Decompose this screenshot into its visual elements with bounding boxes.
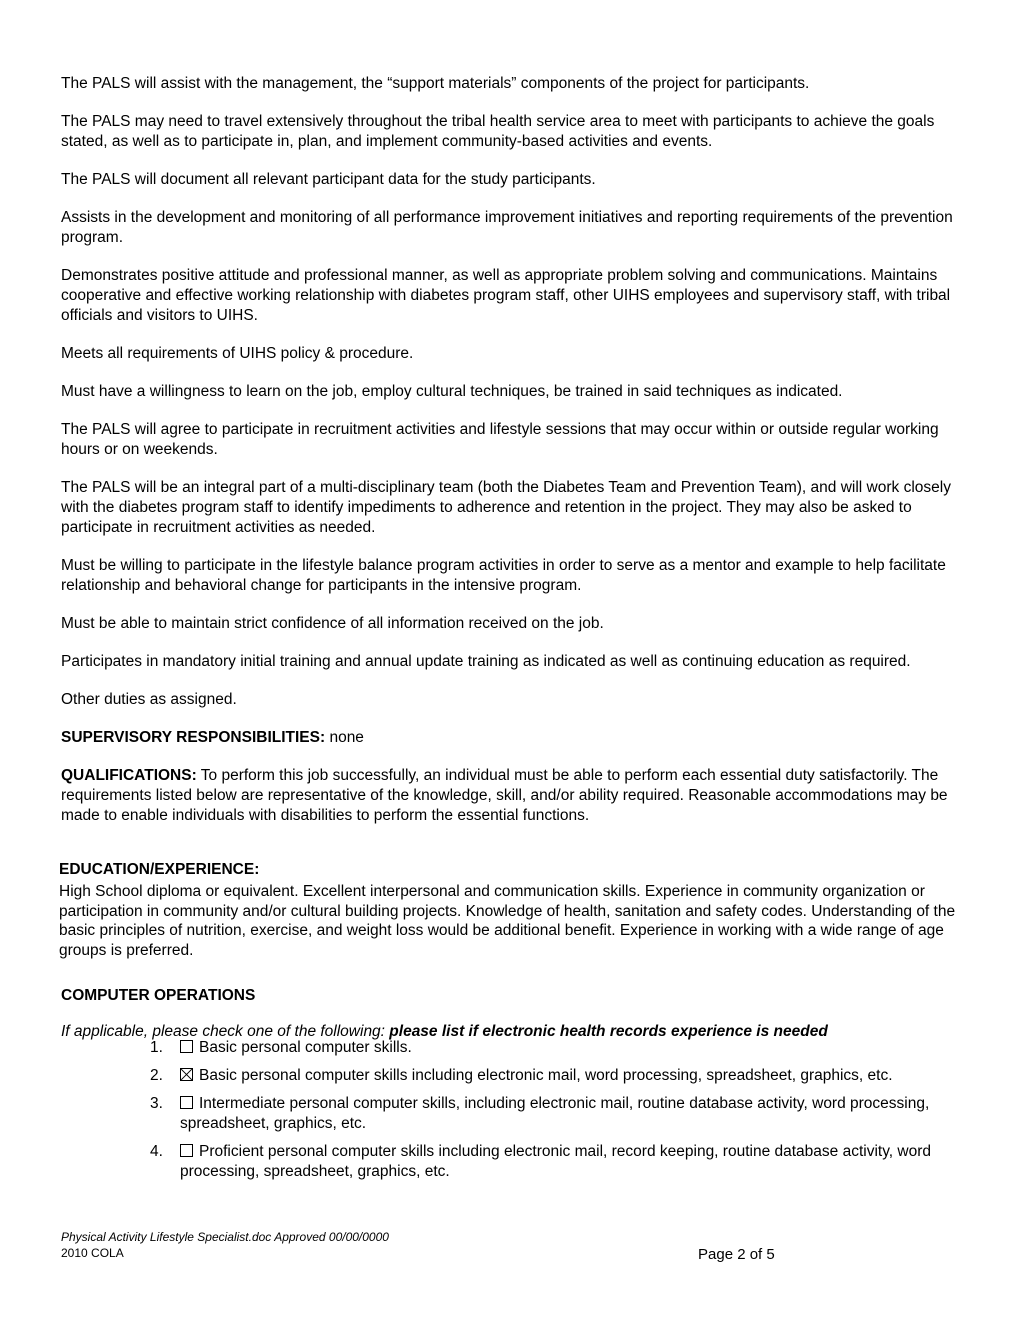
qualifications-text: To perform this job successfully, an individual must be able to perform each essential duty satisfactorily. The requirements listed below are representative of the knowledge, skill, and/or ability required. Reasonable accommodations may be made to enable individuals with disabilities to perform the essential functions.	[61, 767, 948, 824]
computer-instruction-text: If applicable, please check one of the following:	[61, 1023, 390, 1040]
option-number: 4.	[150, 1143, 163, 1160]
option-text: Intermediate personal computer skills, including electronic mail, routine database activity, word processing, spreadsheet, graphics, etc.	[180, 1095, 930, 1132]
duty-paragraph: The PALS may need to travel extensively throughout the tribal health service area to meet with participants to achieve the goals stated, as well as to participate in, plan, and implement community-based activities and events.	[61, 113, 935, 150]
supervisory-value: none	[325, 729, 364, 746]
duty-paragraph: Other duties as assigned.	[61, 691, 237, 708]
qualifications-section	[61, 766, 976, 826]
supervisory-section	[61, 728, 976, 748]
page-number: Page 2 of 5	[698, 1246, 775, 1263]
computer-skill-options	[61, 1038, 976, 1182]
computer-option-3	[61, 1094, 976, 1134]
option-text: Proficient personal computer skills including electronic mail, record keeping, routine database activity, word processing, spreadsheet, graphics, etc.	[180, 1143, 932, 1180]
option-text: Basic personal computer skills including electronic mail, word processing, spreadsheet, graphics, etc.	[199, 1067, 893, 1084]
duty-paragraph: The PALS will document all relevant participant data for the study participants.	[61, 171, 596, 188]
footer-document-name: Physical Activity Lifestyle Specialist.doc Approved 00/00/0000	[61, 1230, 389, 1244]
education-heading: EDUCATION/EXPERIENCE:	[59, 861, 260, 878]
duty-paragraph: Must be willing to participate in the lifestyle balance program activities in order to serve as a mentor and example to help facilitate relationship and behavioral change for participants in the intensive program.	[61, 557, 946, 594]
computer-operations-heading: COMPUTER OPERATIONS	[61, 987, 256, 1004]
duty-paragraph: The PALS will agree to participate in recruitment activities and lifestyle sessions that may occur within or outside regular working hours or on weekends.	[61, 421, 939, 458]
checkbox-icon[interactable]	[180, 1144, 193, 1157]
duty-paragraph: The PALS will be an integral part of a multi-disciplinary team (both the Diabetes Team and Prevention Team), and will work closely with the diabetes program staff to identify impediments to adherence and retention in the project. They may also be asked to participate in recruitment activities as needed.	[61, 479, 951, 536]
option-number: 2.	[150, 1067, 163, 1084]
checked-checkbox-icon[interactable]	[180, 1068, 193, 1081]
footer-copyright: 2010 COLA	[61, 1246, 124, 1260]
duty-paragraph: Demonstrates positive attitude and professional manner, as well as appropriate problem solving and communications. Maintains cooperative and effective working relationship with diabetes program staff, other UIHS employees and supervisory staff, with tribal officials and visitors to UIHS.	[61, 267, 951, 324]
education-text: High School diploma or equivalent. Excellent interpersonal and communication skills. Experience in community organization or participation in community and/or cultural building projects. Knowledge of health, sanitation and safety codes. Understanding of the basic principles of nutrition, exercise, and weight loss would be additional benefit. Experience in working with a wide range of age groups is preferred.	[59, 883, 956, 959]
qualifications-label: QUALIFICATIONS:	[61, 767, 197, 784]
checkbox-icon[interactable]	[180, 1096, 193, 1109]
duty-paragraph: Must be able to maintain strict confidence of all information received on the job.	[61, 615, 604, 632]
checkbox-icon[interactable]	[180, 1040, 193, 1053]
duty-paragraph: Assists in the development and monitoring of all performance improvement initiatives and reporting requirements of the prevention program.	[61, 209, 953, 246]
computer-option-2	[61, 1066, 976, 1086]
option-text: Basic personal computer skills.	[199, 1039, 412, 1056]
computer-instruction-emphasis: please list if electronic health records experience is needed	[389, 1023, 828, 1040]
duty-paragraph: Must have a willingness to learn on the job, employ cultural techniques, be trained in said techniques as indicated.	[61, 383, 843, 400]
computer-option-4	[61, 1142, 976, 1182]
option-number: 1.	[150, 1039, 163, 1056]
computer-option-1	[61, 1038, 976, 1058]
footer-left	[61, 1229, 389, 1261]
document-page	[61, 74, 976, 1190]
duty-paragraph: The PALS will assist with the management, the “support materials” components of the project for participants.	[61, 75, 810, 92]
option-number: 3.	[150, 1095, 163, 1112]
supervisory-label: SUPERVISORY RESPONSIBILITIES:	[61, 729, 326, 746]
duty-paragraph: Participates in mandatory initial training and annual update training as indicated as well as continuing education as required.	[61, 653, 911, 670]
duty-paragraph: Meets all requirements of UIHS policy & procedure.	[61, 345, 414, 362]
